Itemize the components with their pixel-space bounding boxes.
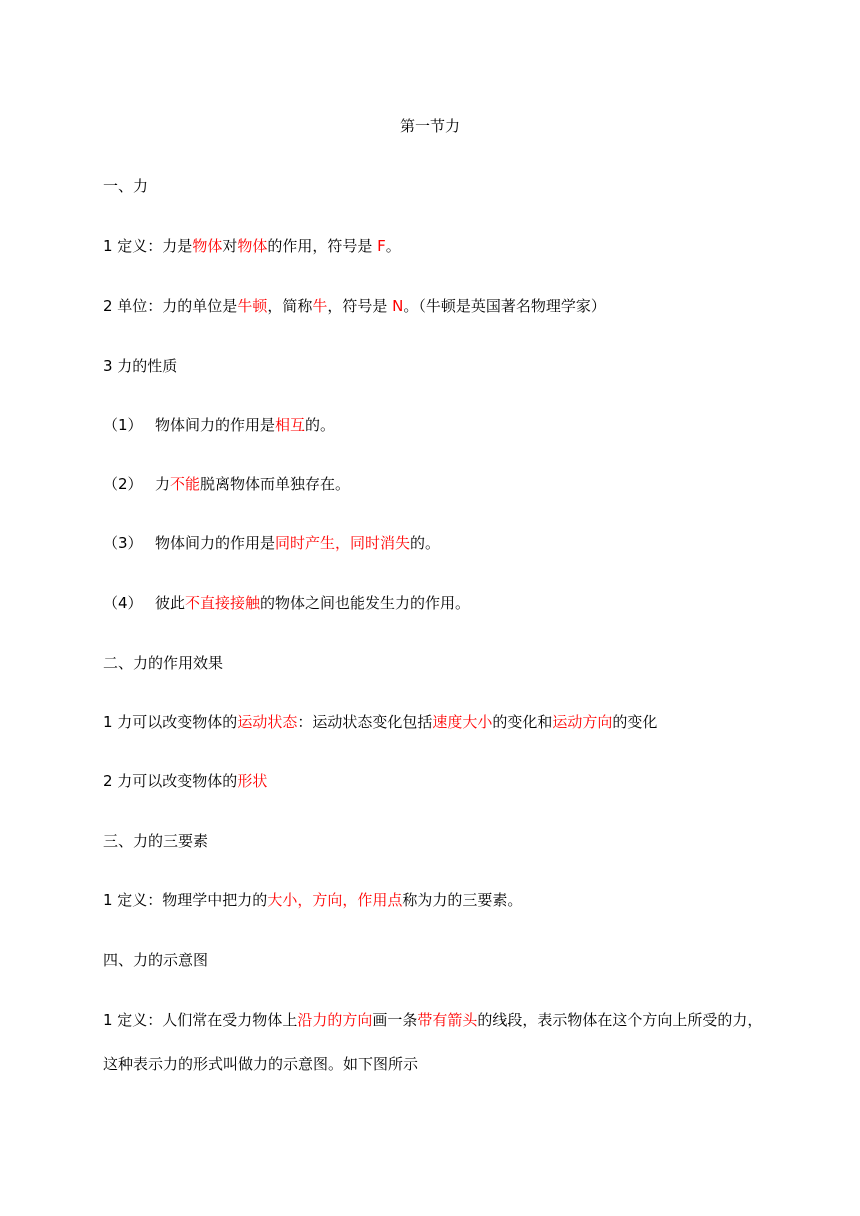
highlight-run: 速度大小 xyxy=(432,713,493,731)
text-run: 的变化和 xyxy=(492,713,553,731)
text-run: 。 xyxy=(385,237,401,255)
text-run: 物体间力的作用是 xyxy=(155,416,276,434)
text-run: 对 xyxy=(222,237,238,255)
highlight-run: 不能 xyxy=(170,475,201,493)
highlight-run: 物体 xyxy=(237,237,268,255)
highlight-run: 大小，方向，作用点 xyxy=(267,891,403,909)
list-item-number: （4） xyxy=(103,594,143,612)
list-item-number: （2） xyxy=(103,475,143,493)
highlight-run: 同时产生，同时消失 xyxy=(275,534,411,552)
text-run: 称为力的三要素。 xyxy=(402,891,523,909)
text-run: 1 力可以改变物体的 xyxy=(103,713,238,731)
three-elements-definition-line xyxy=(103,890,522,910)
effect-motion-line xyxy=(103,712,657,732)
text-run: 的。 xyxy=(305,416,336,434)
text-run: 物体间力的作用是 xyxy=(155,534,276,552)
highlight-run: 相互 xyxy=(275,416,306,434)
list-item xyxy=(103,533,440,553)
section-heading-force: 一、力 xyxy=(103,177,149,195)
list-item xyxy=(103,474,350,494)
force-definition-line xyxy=(103,236,401,256)
section-heading-effects: 二、力的作用效果 xyxy=(103,654,224,672)
page-title: 第一节力 xyxy=(399,117,460,135)
text-run: 彼此 xyxy=(155,594,186,612)
highlight-run: 牛顿 xyxy=(237,297,268,315)
list-item-number: （1） xyxy=(103,416,143,434)
force-unit-line xyxy=(103,296,606,316)
highlight-run: 运动状态 xyxy=(237,713,298,731)
highlight-run: 运动方向 xyxy=(552,713,613,731)
text-run: 的变化 xyxy=(612,713,658,731)
list-item xyxy=(103,415,335,435)
text-run: ，简称 xyxy=(267,297,313,315)
text-run: 的作用，符号是 xyxy=(267,237,378,255)
effect-shape-line xyxy=(103,771,267,791)
section-heading-diagram: 四、力的示意图 xyxy=(103,951,209,969)
highlight-run: N xyxy=(392,297,404,315)
diagram-definition-continuation: 这种表示力的形式叫做力的示意图。如下图所示 xyxy=(103,1055,419,1073)
highlight-run: 沿力的方向 xyxy=(297,1011,373,1029)
highlight-run: 物体 xyxy=(192,237,223,255)
text-run: 的。 xyxy=(410,534,441,552)
list-item-number: （3） xyxy=(103,534,143,552)
highlight-run: 牛 xyxy=(312,297,328,315)
text-run: 的物体之间也能发生力的作用。 xyxy=(260,594,471,612)
text-run: 1 定义：物理学中把力的 xyxy=(103,891,268,909)
text-run: 的线段，表示物体在这个方向上所受的力， xyxy=(477,1011,763,1029)
text-run: 力 xyxy=(155,475,171,493)
text-run: ，符号是 xyxy=(327,297,393,315)
text-run: 1 定义：人们常在受力物体上 xyxy=(103,1011,298,1029)
highlight-run: F xyxy=(377,237,386,255)
highlight-run: 带有箭头 xyxy=(417,1011,478,1029)
force-nature-heading: 3 力的性质 xyxy=(103,357,178,375)
text-run: 画一条 xyxy=(372,1011,418,1029)
text-run: 1 定义：力是 xyxy=(103,237,193,255)
highlight-run: 形状 xyxy=(237,772,268,790)
section-heading-three-elements: 三、力的三要素 xyxy=(103,832,209,850)
diagram-definition-line xyxy=(103,1010,762,1030)
text-run: ：运动状态变化包括 xyxy=(297,713,433,731)
text-run: 脱离物体而单独存在。 xyxy=(200,475,351,493)
text-run: 2 力可以改变物体的 xyxy=(103,772,238,790)
highlight-run: 不直接接触 xyxy=(185,594,261,612)
text-run: 。（牛顿是英国著名物理学家） xyxy=(403,297,606,315)
text-run: 2 单位：力的单位是 xyxy=(103,297,238,315)
list-item xyxy=(103,593,470,613)
